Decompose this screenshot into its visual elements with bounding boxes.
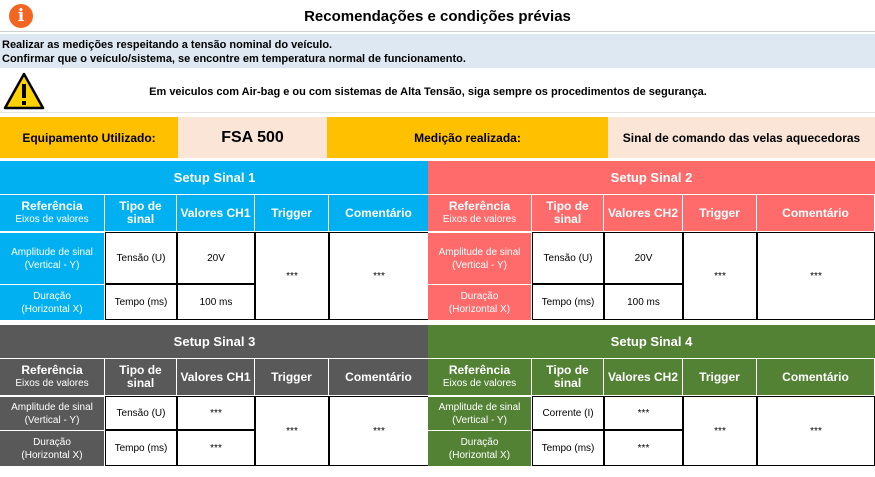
ref-line-2: (Vertical - Y): [452, 414, 507, 426]
column-header-trigger: Trigger: [255, 195, 329, 231]
column-header-ref: [428, 195, 532, 231]
row-value: 20V: [604, 232, 683, 284]
ref-line-1: Amplitude de sinal: [11, 401, 93, 413]
column-header-type: Tipo de sinal: [532, 359, 604, 395]
column-header-comment: Comentário: [329, 195, 429, 231]
row-value: 100 ms: [177, 284, 255, 320]
notes-panel: [0, 34, 875, 68]
ref-line-1: Duração: [33, 290, 71, 302]
equipment-value: FSA 500: [178, 117, 327, 158]
equipment-label: Equipamento Utilizado:: [0, 117, 178, 158]
column-header-ref: [0, 195, 105, 231]
column-header-values: Valores CH1: [177, 359, 255, 395]
column-header-type: Tipo de sinal: [105, 359, 177, 395]
ref-line-1: Duração: [460, 290, 499, 302]
setup-title: Setup Sinal 2: [428, 161, 875, 194]
ref-line-2: (Vertical - Y): [452, 259, 507, 271]
row-value: ***: [604, 396, 683, 430]
ref-header-label: Referência: [21, 199, 83, 213]
trigger-cell: ***: [683, 232, 757, 320]
column-header-comment: Comentário: [757, 195, 875, 231]
row-value: ***: [177, 430, 255, 466]
ref-line-2: (Horizontal X): [21, 449, 83, 461]
warning-text: Em veiculos com Air-bag e ou com sistemas de Alta Tensão, siga sempre os procedimentos de segurança.: [149, 85, 707, 98]
setup-title: Setup Sinal 1: [0, 161, 429, 194]
row-reference: [0, 430, 105, 466]
column-header-ref: [0, 359, 105, 395]
row-reference: [428, 232, 532, 284]
page-title: Recomendações e condições prévias: [304, 7, 571, 25]
row-signal-type: Corrente (I): [532, 396, 604, 430]
column-header-trigger: Trigger: [683, 195, 757, 231]
row-signal-type: Tensão (U): [105, 232, 177, 284]
ref-line-1: Amplitude de sinal: [438, 401, 521, 413]
row-signal-type: Tensão (U): [105, 396, 177, 430]
ref-line-1: Duração: [33, 436, 71, 448]
trigger-cell: ***: [255, 232, 329, 320]
ref-line-2: (Vertical - Y): [24, 414, 80, 426]
setup-title: Setup Sinal 3: [0, 325, 429, 358]
column-header-comment: Comentário: [329, 359, 429, 395]
column-header-ref: [428, 359, 532, 395]
row-reference: [0, 396, 105, 430]
ref-line-2: (Horizontal X): [448, 303, 511, 315]
row-reference: [0, 232, 105, 284]
row-reference: [0, 284, 105, 320]
comment-cell: ***: [329, 396, 429, 466]
ref-line-2: (Horizontal X): [448, 449, 511, 461]
row-value: ***: [604, 430, 683, 466]
ref-header-label: Referência: [21, 363, 83, 377]
setup-title: Setup Sinal 4: [428, 325, 875, 358]
ref-line-1: Duração: [460, 436, 499, 448]
row-signal-type: Tempo (ms): [532, 284, 604, 320]
row-value: ***: [177, 396, 255, 430]
ref-line-2: (Vertical - Y): [24, 259, 80, 271]
column-header-values: Valores CH2: [604, 359, 683, 395]
ref-header-sub: Eixos de valores: [442, 378, 517, 389]
ref-header-label: Referência: [448, 363, 511, 377]
row-reference: [428, 396, 532, 430]
ref-header-sub: Eixos de valores: [15, 214, 89, 225]
ref-line-1: Amplitude de sinal: [438, 246, 521, 258]
note-line-2: Confirmar que o veículo/sistema, se encontre em temperatura normal de funcionamento.: [2, 53, 466, 65]
row-value: 20V: [177, 232, 255, 284]
column-header-trigger: Trigger: [255, 359, 329, 395]
row-reference: [428, 430, 532, 466]
comment-cell: ***: [757, 232, 875, 320]
column-header-values: Valores CH1: [177, 195, 255, 231]
measurement-label: Medição realizada:: [327, 117, 608, 158]
column-header-values: Valores CH2: [604, 195, 683, 231]
trigger-cell: ***: [683, 396, 757, 466]
ref-header-sub: Eixos de valores: [442, 214, 517, 225]
trigger-cell: ***: [255, 396, 329, 466]
measurement-value: Sinal de comando das velas aquecedoras: [608, 117, 875, 158]
column-header-trigger: Trigger: [683, 359, 757, 395]
note-line-1: Realizar as medições respeitando a tensão nominal do veículo.: [2, 39, 333, 51]
comment-cell: ***: [329, 232, 429, 320]
column-header-type: Tipo de sinal: [105, 195, 177, 231]
row-signal-type: Tempo (ms): [532, 430, 604, 466]
comment-cell: ***: [757, 396, 875, 466]
ref-line-2: (Horizontal X): [21, 303, 83, 315]
ref-line-1: Amplitude de sinal: [11, 246, 93, 258]
row-reference: [428, 284, 532, 320]
row-value: 100 ms: [604, 284, 683, 320]
ref-header-label: Referência: [448, 199, 511, 213]
row-signal-type: Tempo (ms): [105, 430, 177, 466]
row-signal-type: Tensão (U): [532, 232, 604, 284]
ref-header-sub: Eixos de valores: [15, 378, 89, 389]
warning-triangle-icon: [3, 72, 45, 110]
row-signal-type: Tempo (ms): [105, 284, 177, 320]
info-icon: i: [9, 4, 33, 28]
column-header-comment: Comentário: [757, 359, 875, 395]
column-header-type: Tipo de sinal: [532, 195, 604, 231]
